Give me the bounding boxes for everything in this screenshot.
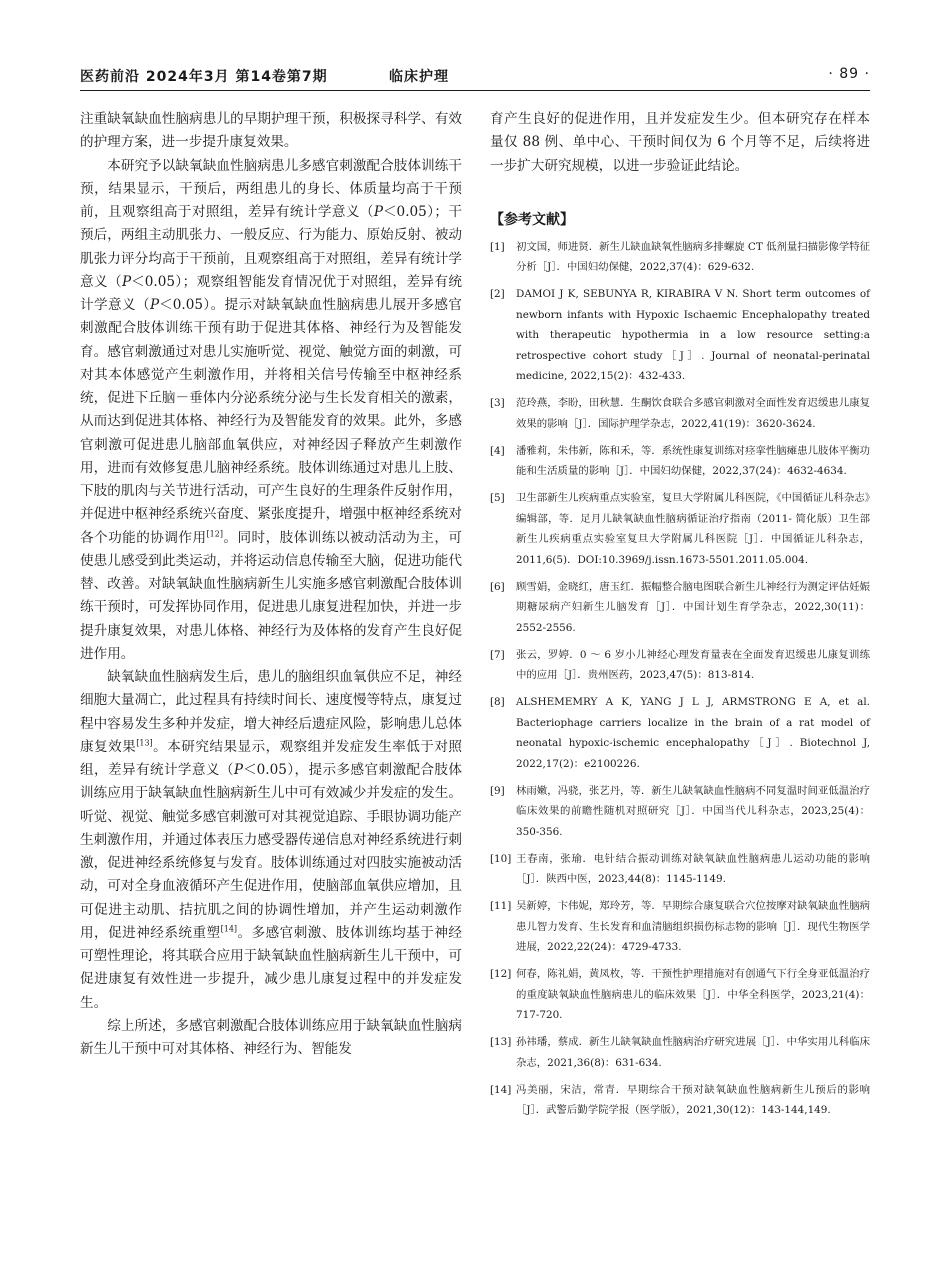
reference-number: [5] [490, 492, 505, 505]
reference-item [490, 781, 870, 843]
paragraph-3-part-c: ＜0.05），提示多感官刺激配合肢体训练应用于缺氧缺血性脑病新生儿中可有效减少并发症的发生。听觉、视觉、触觉多感官刺激可对其视觉追踪、手眼协调功能产生刺激作用，并通过体表压力感受器传递信息对神经系统进行刺激，促进神经系统修复与发育。肢体训练通过对四肢实施被动活动，可对全身血液循环产生促进作用，使脑部血氧供应增加，且可促进主动肌、拮抗肌之间的协调性增加，并产生运动刺激作用，促进神经系统重塑 [80, 762, 463, 941]
paragraph-3 [80, 666, 462, 1015]
paragraph-2-part-b: ＜0.05）；干预后，两组主动肌张力、一般反应、行为能力、原始反射、被动肌张力评分均高于干预前，且观察组高于对照组，差异有统计学意义（ [80, 204, 463, 290]
reference-item [490, 1080, 870, 1121]
reference-list [490, 237, 870, 1121]
reference-text: 冯美丽，宋洁，常青．早期综合干预对缺氧缺血性脑病新生儿预后的影响［J］．武警后勤学院学报（医学版），2021,30(12)：143-144,149. [516, 1083, 870, 1117]
paragraph-2-part-a: 本研究予以缺氧缺血性脑病患儿多感官刺激配合肢体训练干预，结果显示，干预后，两组患儿的身长、体质量均高于干预前，且观察组高于对照组，差异有统计学意义（ [80, 157, 462, 220]
reference-number: [3] [490, 397, 505, 410]
citation-14: [14] [220, 924, 238, 934]
reference-item [490, 692, 870, 774]
right-column [490, 108, 870, 1127]
left-column [80, 108, 462, 1061]
reference-item [490, 393, 870, 434]
reference-text: 王春南，张瑜．电针结合振动训练对缺氧缺血性脑病患儿运动功能的影响［J］．陕西中医，2023,44(8)：1145-1149. [516, 852, 870, 886]
reference-item [490, 1032, 870, 1073]
reference-number: [10] [490, 852, 512, 865]
header-rule [80, 90, 870, 91]
reference-text: 范玲燕，李盼，田秋慧．生酮饮食联合多感官刺激对全面性发育迟缓患儿康复效果的影响［J］．国际护理学杂志，2022,41(19)：3620-3624. [516, 397, 870, 430]
p-value-symbol: P [121, 273, 132, 290]
reference-text: DAMOI J K, SEBUNYA R, KIRABIRA V N. Short term outcomes of newborn infants with Hypoxic Ischaemic Encephalopathy treated with therapeutic hypothermia in a low resource setting:a retrospective cohort study［J］. Journal of neonatal-perinatal medicine, 2022,15(2)：432-433. [516, 288, 870, 383]
reference-number: [14] [490, 1083, 512, 1096]
reference-text: 初文国，师进贤．新生儿缺血缺氧性脑病多排螺旋 CT 低剂量扫描影像学特征分析［J］．中国妇幼保健，2022,37(4)：629-632. [516, 240, 870, 274]
paragraph-2 [80, 155, 462, 667]
reference-number: [12] [490, 968, 512, 981]
reference-number: [2] [490, 288, 505, 301]
reference-item [490, 441, 870, 482]
paragraph-2-part-e: 。同时，肢体训练以被动活动为主，可使患儿感受到此类运动，并将运动信息传输至大脑，促进功能代替、改善。对缺氧缺血性脑病新生儿实施多感官刺激配合肢体训练干预时，可发挥协同作用，促进患儿康复进程加快，并进一步提升康复效果，对患儿体格、神经行为及体格的发育产生良好促进作用。 [80, 529, 462, 662]
reference-text: 顾雪娟，金晓红，唐玉红．振幅整合脑电图联合新生儿神经行为测定评估妊娠期糖尿病产妇新生儿脑发育［J］．中国计划生育学杂志，2022,30(11)：2552-2556. [516, 580, 870, 634]
reference-item [490, 896, 870, 958]
page-number: · 89 · [828, 66, 870, 82]
paragraph-2-part-c: ＜0.05）；观察组智能发育情况优于对照组，差异有统计学意义（ [80, 273, 463, 313]
citation-13: [13] [136, 738, 153, 748]
paragraph-2-part-d: ＜0.05）。提示对缺氧缺血性脑病患儿展开多感官刺激配合肢体训练干预有助于促进其体格、神经行为及智能发育。感官刺激通过对患儿实施听觉、视觉、触觉方面的刺激，可对其本体感觉产生刺激作用，并将相关信号传输至中枢神经系统，促进下丘脑－垂体内分泌系统分泌与生长发育相关的激素，从而达到促进其体格、神经行为及智能发育的效果。此外，多感官刺激可促进患儿脑部血氧供应，对神经因子释放产生刺激作用，进而有效修复患儿脑神经系统。肢体训练通过对患儿上肢、下肢的肌肉与关节进行活动，可产生良好的生理条件反射作用，并促进中枢神经系统兴奋度、紧张度提升，增强中枢神经系统对各个功能的协调作用 [80, 297, 463, 546]
section-title: 临床护理 [389, 69, 449, 85]
running-header [80, 62, 870, 88]
reference-number: [9] [490, 784, 505, 797]
reference-item [490, 237, 870, 278]
reference-text: ALSHEMEMRY A K, YANG J L J, ARMSTRONG E A, et al. Bacteriophage carriers localize in the brain of a rat model of neonatal hypoxic-ischemic encephalopathy［J］. Biotechnol J, 2022,17(2)：e2100226. [516, 696, 870, 770]
references-heading: 【参考文献】 [490, 211, 574, 228]
paragraph-3-part-a: 缺氧缺血性脑病发生后，患儿的脑组织血氧供应不足，神经细胞大量凋亡，此过程具有持续时间长、速度慢等特点，康复过程中容易发生多种并发症，增大神经后遗症风险，影响患儿总体康复效果 [80, 669, 462, 755]
reference-text: 张云，罗婷．0 ～ 6 岁小儿神经心理发育量表在全面发育迟缓患儿康复训练中的应用［J］．贵州医药，2023,47(5)：813-814. [516, 648, 870, 682]
reference-item [490, 849, 870, 890]
paragraph-3-part-b: 。本研究结果显示，观察组并发症发生率低于对照组，差异有统计学意义（ [80, 738, 463, 778]
reference-number: [7] [490, 648, 505, 661]
reference-number: [13] [490, 1036, 512, 1049]
reference-text: 孙祎璠，蔡成．新生儿缺氧缺血性脑病治疗研究进展［J］．中华实用儿科临床杂志，2021,36(8)：631-634. [516, 1036, 870, 1069]
reference-number: [4] [490, 444, 505, 457]
reference-number: [8] [490, 696, 505, 709]
reference-text: 林雨嫩，冯骁，张艺丹，等．新生儿缺氧缺血性脑病不同复温时间亚低温治疗临床效果的前瞻性随机对照研究［J］．中国当代儿科杂志，2023,25(4)：350-356. [516, 784, 870, 838]
reference-item [490, 964, 870, 1026]
reference-text: 何春，陈礼娟，黄凤枚，等．干预性护理措施对有创通气下行全身亚低温治疗的重度缺氧缺血性脑病患儿的临床效果［J］．中华全科医学，2023,21(4)：717-720. [516, 968, 870, 1022]
reference-number: [11] [490, 900, 512, 913]
reference-number: [1] [490, 240, 505, 253]
reference-number: [6] [490, 580, 505, 593]
conclusion-text: 育产生良好的促进作用，且并发症发生少。但本研究存在样本量仅 88 例、单中心、干预时间仅为 6 个月等不足，后续将进一步扩大研究规模，以进一步验证此结论。 [490, 111, 870, 174]
paragraph-3-part-d: 。多感官刺激、肢体训练均基于神经可塑性理论，将其联合应用于缺氧缺血性脑病新生儿干预中，可促进康复有效性进一步提升，减少患儿康复过程中的并发症发生。 [80, 924, 463, 1011]
journal-info: 医药前沿 2024年3月 第14卷第7期 [80, 69, 328, 85]
reference-text: 卫生部新生儿疾病重点实验室，复旦大学附属儿科医院，《中国循证儿科杂志》编辑部，等．足月儿缺氧缺血性脑病循证治疗指南（2011- 简化版）卫生部新生儿疾病重点实验室复旦大学附属儿科医院［J］．中国循证儿科杂志，2011,6(5)．DOI:10.3969/j.issn.1673-5501.2011.05.004. [516, 492, 870, 566]
reference-item [490, 577, 870, 639]
p-value-symbol: P [149, 297, 160, 313]
p-value-symbol: P [233, 762, 244, 778]
citation-12: [12] [206, 528, 223, 538]
reference-item [490, 645, 870, 686]
p-value-symbol: P [373, 204, 383, 220]
paragraph-4: 综上所述，多感官刺激配合肢体训练应用于缺氧缺血性脑病新生儿干预中可对其体格、神经行为、智能发 [80, 1017, 462, 1057]
reference-item [490, 488, 870, 570]
reference-text: 吴新婷，卞伟妮，郑玲芳，等．早期综合康复联合穴位按摩对缺氧缺血性脑病患儿智力发育、生长发育和血清脑组织损伤标志物的影响［J］．现代生物医学进展，2022,22(24)：4729-4733. [516, 900, 870, 954]
reference-item [490, 284, 870, 387]
paragraph-1: 注重缺氧缺血性脑病患儿的早期护理干预，积极探寻科学、有效的护理方案，进一步提升康复效果。 [80, 111, 462, 151]
reference-text: 潘雅莉，朱伟新，陈和禾，等．系统性康复训练对痉挛性脑瘫患儿肢体平衡功能和生活质量的影响［J］．中国妇幼保健，2022,37(24)：4632-4634. [516, 444, 870, 478]
